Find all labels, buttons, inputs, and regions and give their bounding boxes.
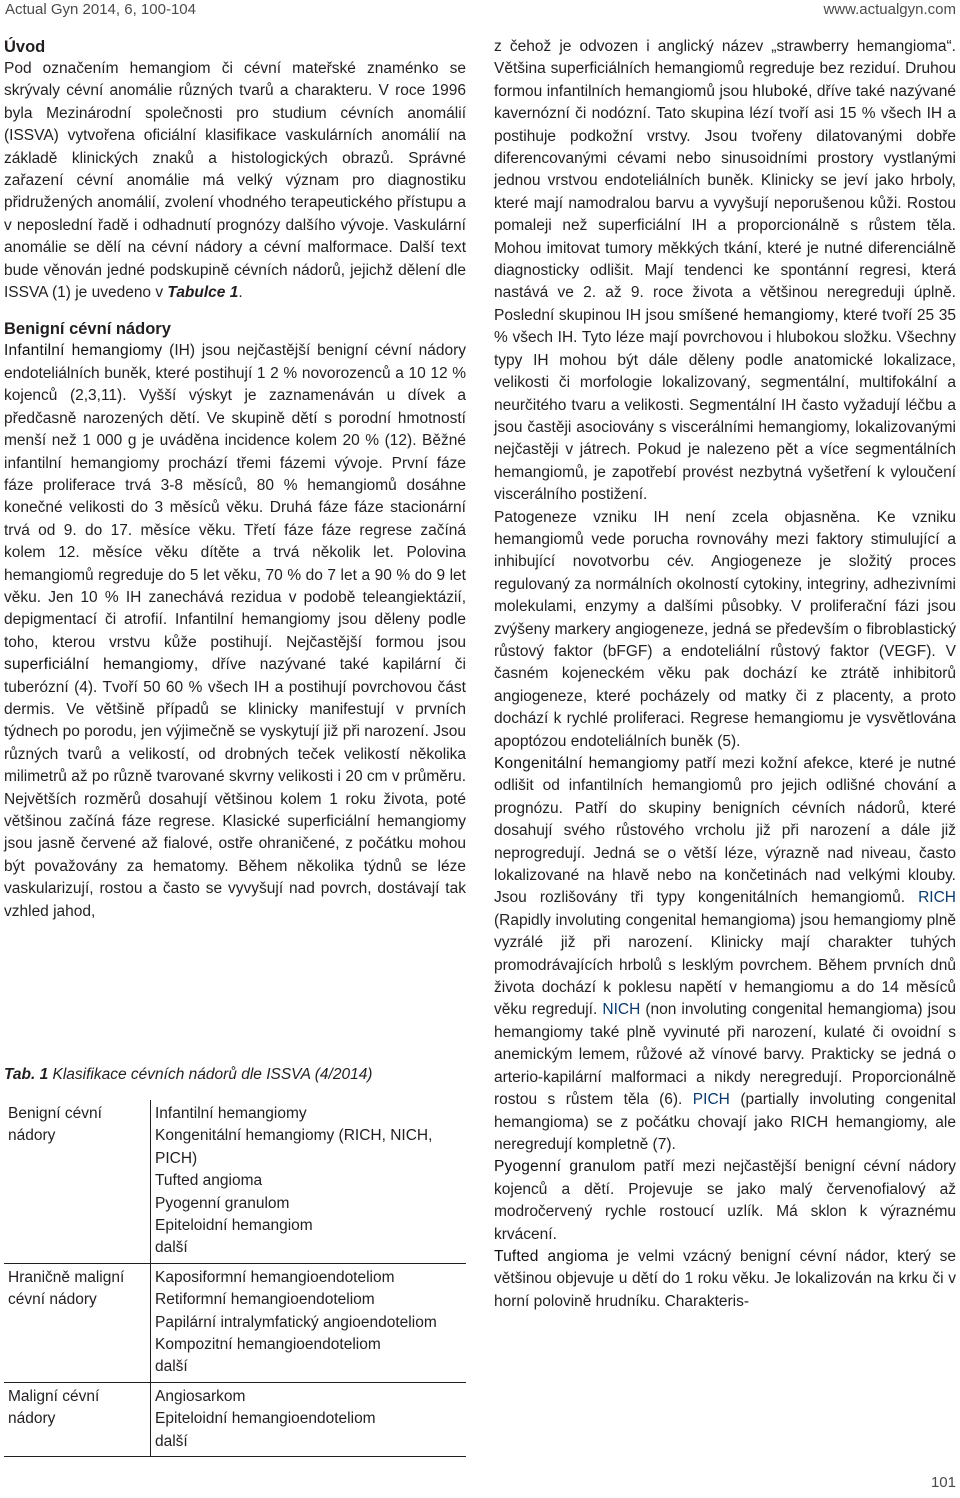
table-item: Tufted angioma	[155, 1172, 263, 1190]
table-caption	[4, 1064, 466, 1086]
table-items-cell	[151, 1263, 467, 1382]
table-item: Retiformní hemangioendoteliom	[155, 1291, 375, 1309]
right-paragraph-1	[494, 36, 956, 507]
spacer	[4, 304, 466, 318]
journal-citation: Actual Gyn 2014, 6, 100-104	[5, 1, 196, 18]
right-text-1c: , které tvoří 25 35 % všech IH. Tyto léze mají povrchovou i hlubokou složku. Všechny typy IH mohou být dále děleny podle anatomické lokalizace, velikosti či morfologie lokalizovaný, segmentální, multifokální a neurčitého tvaru a velikosti. Segmentální IH často vyžadují léčbu a jsou častěji asociovány s viscerálními hemangiomy, lokalizovanými nejčastěji v játrech. Pokud je nalezeno pět a více segmentálních hemangiomů, je zapotřebí provést nezbytná vyšetření k vyloučení viscerálního postižení.	[494, 306, 956, 504]
term-nich: NICH	[602, 1001, 641, 1019]
table-item: Kompozitní hemangioendoteliom	[155, 1336, 381, 1354]
classification-table	[4, 1100, 466, 1457]
journal-url[interactable]: www.actualgyn.com	[823, 1, 956, 18]
left-column	[4, 36, 466, 923]
table-item: další	[155, 1239, 188, 1257]
right-text-3a: patří mezi kožní afekce, které je nutné odlišit od infantilních hemangiomů pro jejich odlišné chování a prognózu. Patří do skupiny benigních cévních nádorů, které dosahují svého růstového vrcholu již při narození a dále již neprogredují. Jedná se o větší léze, výrazně nad niveau, často lokalizované na hlavě nebo na končetinách nad velkými klouby. Jsou rozlišovány tři typy kongenitálních hemangiomů.	[494, 755, 957, 907]
right-text-3d: (partially involuting congenital hemangioma) se z počátku chovají jako RICH hemangiomy, ale neregredují kompletně (7).	[494, 1091, 956, 1153]
term-rich: RICH	[918, 889, 956, 907]
benign-text-1: (IH) jsou nejčastější benigní cévní nádory endoteliálních buněk, které postihují 1 2 % novorozenců a 10 12 % kojenců (2,3,11). Vyšší výskyt je zaznamenáván u dívek a předčasně narozených dětí. Ve skupině dětí s porodní hmotností menší než 1 000 g je uváděna incidence kolem 20 % (12). Běžné infantilní hemangiomy prochází třemi fázemi vývoje. První fáze fáze proliferace trvá 3-8 měsíců, 80 % hemangiomů dosáhne konečné velikosti do 3 měsíců věku. Druhá fáze fáze stacionární trvá od 9. do 17. měsíce věku. Třetí fáze fáze regrese začíná kolem 12. měsíce věku dítěte a trvá několik let. Polovina hemangiomů regreduje do 5 let věku, 70 % do 7 let a 90 % do 9 let věku. Jen 10 % IH zanechává rezidua v podobě teleangiektázií, depigmentací či atrofií. Infantilní hemangiomy jsou děleny podle toho, kterou vrstvu kůže postihují. Nejčastější formou jsou	[4, 342, 467, 651]
table-item: Epiteloidní hemangiom	[155, 1217, 313, 1235]
intro-text-end: .	[238, 284, 243, 302]
term-tufted: Tufted angioma	[494, 1247, 609, 1265]
right-paragraph-3	[494, 753, 956, 1156]
term-infantile-hemangiomas: Infantilní hemangiomy	[4, 342, 163, 360]
section-heading-benign: Benigní cévní nádory	[4, 320, 171, 339]
table-items-cell	[151, 1382, 467, 1456]
right-text-3b: (Rapidly involuting congenital hemangioma) jsou hemangiomy plně vyzrálé již při narození. Klinicky mají charakter tuhých promodrávajících hrbolů s lesklým povrchem. Během prvních dnů života dochází k poklesu napětí v hemangiomu a do 14 měsíců věku regredují.	[494, 911, 956, 1019]
table-row	[4, 1263, 466, 1382]
right-text-5: je velmi vzácný benigní cévní nádor, který se většinou objevuje u dětí do 1 roku věku. Je lokalizován na krku či v horní polovině hrudníku. Charakteris-	[494, 1247, 956, 1310]
table-item: Kongenitální hemangiomy (RICH, NICH, PICH)	[155, 1127, 433, 1167]
right-text-3c: (non involuting congenital hemangioma) jsou hemangiomy také plně vyvinuté při narození, kulaté či ovoidní s anemickým lemem, růžové až vínové barvy. Prakticky se jedná o arterio-kapilární malformaci a nikdy neregredují. Proporcionálně rostou s růstem těla (6).	[494, 1001, 956, 1109]
table-row	[4, 1100, 466, 1263]
right-text-1b: , dříve také nazývané kavernózní či nodózní. Tato skupina lézí tvoří asi 15 % všech IH a postihuje podkožní vrstvy. Jsou tvořeny dilatovanými dobře diferencovanými cévami nebo sinusoidními prostory vystlanými jednou vrstvou endoteliálních buněk. Klinicky se jeví jako hrboly, které mají namodralou barvu a vyvyšují neporušenou kůži. Rostou pomaleji než superficiální IH a proporcionálně s růstem těla. Mohou imitovat tumory měkkých tkání, které je nutné diferenciálně diagnosticky odlišit. Mají tendenci ke spontánní regresi, která nastává ve 2. až 9. roce života a většinou neregreduji úplně. Poslední skupinou IH jsou	[494, 82, 956, 324]
table-items-cell	[151, 1100, 467, 1263]
right-text-4: patří mezi nejčastější benigní cévní nádory kojenců a dětí. Projevuje se jako malý červenofialový až modročervený rychle rostoucí uzlík. Má sklon k výraznému krvácení.	[494, 1158, 956, 1243]
right-text-1a: z čehož je odvozen i anglický název „strawberry hemangioma“. Většina superficiálních hemangiomů regreduje bez reziduí. Druhou formou infantilních hemangiomů jsou	[494, 38, 956, 100]
right-paragraph-5	[494, 1246, 956, 1313]
table-item: další	[155, 1432, 188, 1450]
term-deep: hluboké	[752, 82, 809, 100]
benign-text-2: , dříve nazývané také kapilární či tuberózní (4). Tvoří 50 60 % všech IH a postihují povrchovou část dermis. Ve většině případů se klinicky manifestují v prvních týdnech po porodu, jen výjimečně se vyskytují již při narození. Jsou různých tvarů a velikostí, od drobných teček velikostí několika milimetrů až po různě tvarované skvrny velikosti i 20 cm v průměru. Největších rozměrů dosahují většinou kolem 1 roku života, poté většinou začíná fáze regrese. Klasické superficiální hemangiomy jsou jasně červené až fialové, ostře ohraničené, z počátku mohou být považovány za hematomy. Během několika týdnů se léze vaskularizují, rostou a často se vyvyšují nad povrch, dostávají tak vzhled jahod,	[4, 656, 466, 920]
term-congenital: Kongenitální hemangiomy	[494, 755, 680, 772]
table-item: Papilární intralymfatický angioendoteliom	[155, 1313, 437, 1331]
term-pich: PICH	[692, 1091, 730, 1109]
intro-text: Pod označením hemangiom či cévní mateřské znaménko se skrývaly cévní anomálie různých tvarů a charakteru. V roce 1996 byla Mezinárodní společnosti pro studium cévních anomálií (ISSVA) vytvořena oficiální klasifikace vaskulárních anomálií na základě klinických znaků a histologických obrazů. Správné zařazení cévní anomálie má velký význam pro diagnostiku přidružených anomálií, zvolení vhodného terapeutického přístupu a v neposlední řadě i odhadnutí prognózy dalšího vývoje. Vaskulární anomálie se dělí na cévní nádory a cévní malformace. Další text bude věnován jedné podskupině cévních nádorů, jejichž dělení dle ISSVA (1) je uvedeno v	[4, 60, 466, 302]
benign-paragraph	[4, 340, 466, 923]
table-label: Tab. 1	[4, 1066, 49, 1083]
intro-paragraph	[4, 58, 466, 304]
table-item: Pyogenní granulom	[155, 1194, 290, 1212]
page-number: 101	[930, 1474, 956, 1491]
right-column	[494, 36, 956, 1313]
table-item: Epiteloidní hemangioendoteliom	[155, 1410, 376, 1428]
running-header	[0, 0, 960, 22]
section-heading-intro: Úvod	[4, 38, 46, 56]
table-row	[4, 1382, 466, 1456]
table-caption-text: Klasifikace cévních nádorů dle ISSVA (4/2014)	[48, 1066, 373, 1083]
term-superficial-hemangiomas: superficiální hemangiomy	[4, 656, 194, 674]
table-category-cell: Benigní cévní nádory	[4, 1100, 151, 1263]
right-paragraph-4	[494, 1156, 956, 1246]
right-paragraph-2: Patogeneze vzniku IH není zcela objasněna. Ke vzniku hemangiomů vede porucha rovnováhy mezi faktory stimulující a inhibující novotvorbu cév. Angiogeneze je složitý proces regulovaný za normálních okolností cytokiny, integriny, adhezivními molekulami, enzymy a dalšími působky. V proliferační fázi jsou zvýšeny markery angiogeneze, jedná se především o fibroblastický růstový faktor (bFGF) a endoteliální růstový faktor (VEGF). V časném kojeneckém věku pak dochází ke ztrátě inhibitorů angiogeneze, které pocházely od matky či z placenty, a proto dochází k rychlé proliferaci. Regrese hemangiomu je vysvětlována apoptózou endoteliálních buněk (5).	[494, 508, 956, 750]
table-reference-link[interactable]: Tabulce 1	[167, 284, 239, 302]
table-item: Kaposiformní hemangioendoteliom	[155, 1268, 395, 1286]
term-mixed: smíšené hemangiomy	[678, 306, 835, 324]
table-item: Infantilní hemangiomy	[155, 1105, 307, 1122]
table-item: další	[155, 1358, 188, 1376]
table-category-cell: Maligní cévní nádory	[4, 1382, 151, 1456]
table-category-cell: Hraničně maligní cévní nádory	[4, 1263, 151, 1382]
term-pyogenic: Pyogenní granulom	[494, 1158, 636, 1176]
table-item: Angiosarkom	[155, 1387, 246, 1405]
